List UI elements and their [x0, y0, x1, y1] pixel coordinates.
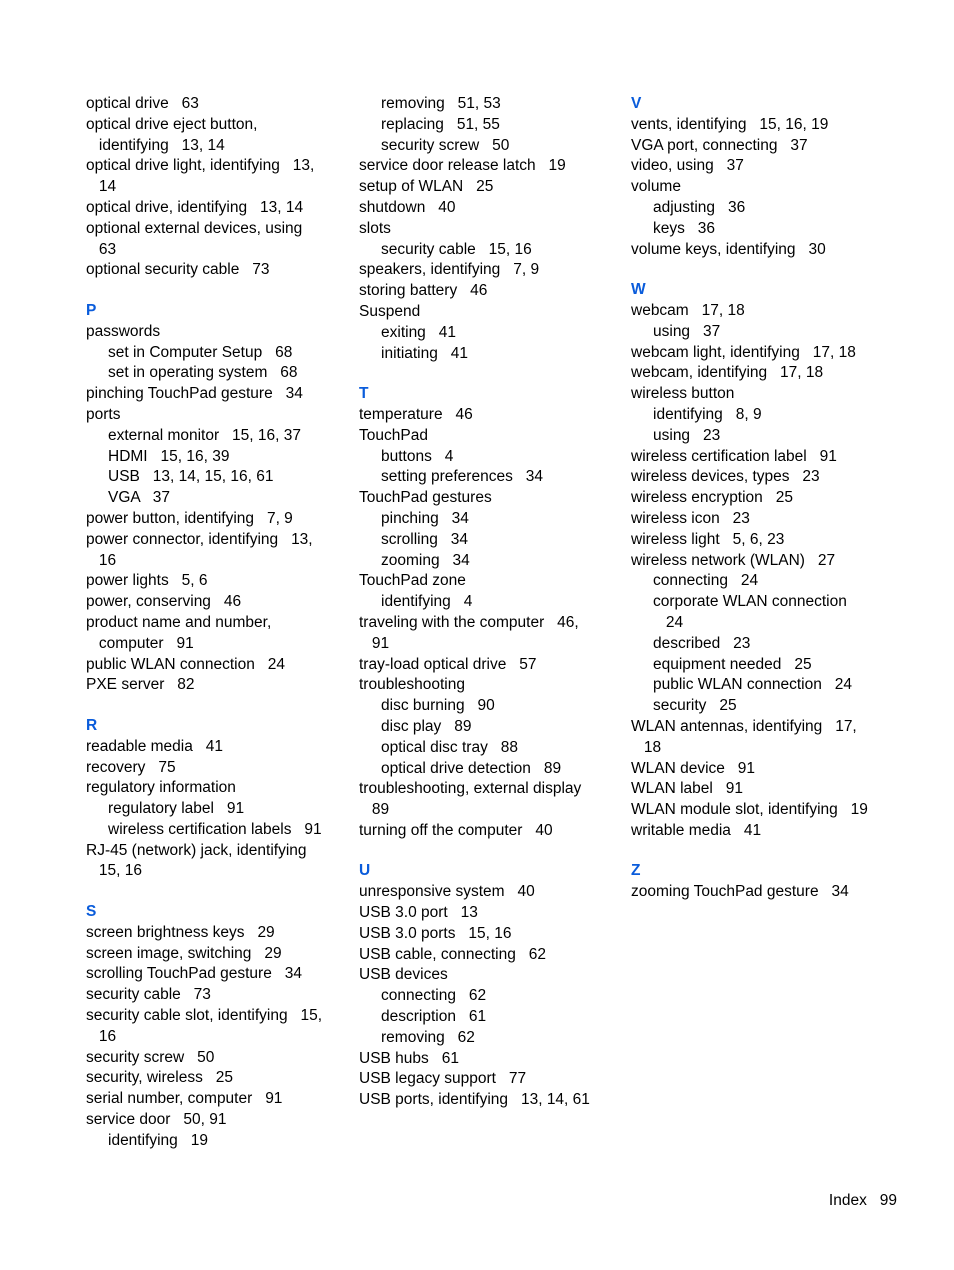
index-entry: public WLAN connection 24: [86, 655, 286, 673]
index-entry: service door release latch 19: [359, 157, 566, 175]
index-subentry: external monitor 15, 16, 37: [108, 426, 302, 444]
index-entry: volume: [631, 178, 681, 196]
index-subentry: keys 36: [653, 219, 716, 237]
index-column-1: [86, 94, 344, 1152]
index-subentry: zooming 34: [381, 551, 470, 569]
index-entry: wireless certification label 91: [631, 447, 837, 465]
index-subentry: setting preferences 34: [381, 468, 543, 486]
index-entry: 91: [359, 634, 390, 652]
index-group: [631, 94, 893, 260]
index-group: [359, 94, 621, 364]
index-letter-heading: W: [631, 281, 646, 299]
index-entry: service door 50, 91: [86, 1111, 227, 1129]
index-group: [359, 861, 621, 1111]
index-subentry: equipment needed 25: [653, 655, 812, 673]
index-subentry: disc play 89: [381, 717, 472, 735]
index-entry: security, wireless 25: [86, 1069, 234, 1087]
index-entry: 89: [359, 801, 390, 819]
index-entry: serial number, computer 91: [86, 1090, 283, 1108]
index-entry: wireless light 5, 6, 23: [631, 530, 785, 548]
index-entry: 16: [86, 1027, 117, 1045]
index-subentry: removing 51, 53: [381, 95, 501, 112]
index-entry: unresponsive system 40: [359, 883, 535, 901]
index-entry: slots: [359, 219, 391, 237]
index-entry: wireless network (WLAN) 27: [631, 551, 836, 569]
index-entry: ports: [86, 405, 121, 423]
index-entry: optional security cable 73: [86, 261, 270, 279]
index-entry: 16: [86, 551, 117, 569]
index-subentry: removing 62: [381, 1028, 475, 1046]
index-entry: WLAN label 91: [631, 780, 743, 798]
index-subentry: security screw 50: [381, 136, 510, 154]
index-letter-heading: U: [359, 862, 371, 880]
index-subentry: security 25: [653, 697, 737, 715]
index-entry: storing battery 46: [359, 282, 488, 300]
index-subentry: HDMI 15, 16, 39: [108, 447, 230, 465]
index-entry: webcam light, identifying 17, 18: [631, 343, 856, 361]
index-entry: zooming TouchPad gesture 34: [631, 883, 849, 901]
index-entry: volume keys, identifying 30: [631, 240, 826, 258]
index-group: [359, 384, 621, 842]
index-entry: wireless devices, types 23: [631, 468, 820, 486]
index-subentry: described 23: [653, 634, 751, 652]
index-entry: security screw 50: [86, 1048, 215, 1066]
index-entry: scrolling TouchPad gesture 34: [86, 965, 302, 983]
index-subentry: identifying 19: [108, 1131, 208, 1149]
index-entry: 15, 16: [86, 862, 143, 880]
index-entry: TouchPad gestures: [359, 489, 492, 507]
index-entry: optical drive, identifying 13, 14: [86, 198, 304, 216]
index-entry: recovery 75: [86, 758, 176, 776]
index-entry: optical drive eject button,: [86, 115, 258, 133]
index-entry: traveling with the computer 46,: [359, 613, 579, 631]
index-column-2: [359, 94, 621, 1111]
index-group: [86, 902, 344, 1152]
index-entry: product name and number,: [86, 613, 272, 631]
index-entry: VGA port, connecting 37: [631, 136, 808, 154]
index-entry: wireless button: [631, 385, 735, 403]
index-subentry: regulatory label 91: [108, 800, 245, 818]
index-entry: USB legacy support 77: [359, 1070, 527, 1088]
index-subentry: public WLAN connection 24: [653, 676, 853, 694]
index-entry: TouchPad zone: [359, 572, 466, 590]
index-subentry: exiting 41: [381, 323, 456, 341]
index-entry: vents, identifying 15, 16, 19: [631, 115, 829, 133]
index-entry: RJ-45 (network) jack, identifying: [86, 841, 307, 859]
index-entry: computer 91: [86, 634, 194, 652]
index-entry: USB 3.0 port 13: [359, 904, 478, 922]
index-entry: TouchPad: [359, 426, 428, 444]
index-entry: power, conserving 46: [86, 593, 242, 611]
index-subentry: disc burning 90: [381, 697, 495, 715]
index-letter-heading: S: [86, 903, 97, 921]
index-entry: webcam, identifying 17, 18: [631, 364, 824, 382]
index-entry: setup of WLAN 25: [359, 178, 494, 196]
index-entry: optional external devices, using: [86, 219, 303, 237]
index-entry: troubleshooting: [359, 676, 465, 694]
index-group: [631, 861, 893, 903]
index-entry: power connector, identifying 13,: [86, 530, 313, 548]
index-entry: power lights 5, 6: [86, 572, 208, 590]
index-group: [631, 280, 893, 842]
index-subentry: initiating 41: [381, 344, 469, 362]
index-entry: wireless encryption 25: [631, 489, 793, 507]
index-subentry: connecting 62: [381, 987, 487, 1005]
index-subentry: optical drive detection 89: [381, 759, 562, 777]
index-entry: PXE server 82: [86, 676, 195, 694]
index-subentry: buttons 4: [381, 447, 454, 465]
index-subentry: identifying 4: [381, 593, 473, 611]
index-entry: tray-load optical drive 57: [359, 655, 537, 673]
index-letter-heading: Z: [631, 862, 641, 880]
index-entry: shutdown 40: [359, 198, 456, 216]
index-letter-heading: V: [631, 95, 642, 112]
index-entry: temperature 46: [359, 405, 473, 423]
index-subentry: adjusting 36: [653, 198, 746, 216]
index-entry: security cable slot, identifying 15,: [86, 1007, 323, 1025]
index-entry: pinching TouchPad gesture 34: [86, 385, 303, 403]
index-entry: security cable 73: [86, 986, 211, 1004]
index-subentry: security cable 15, 16: [381, 240, 532, 258]
index-entry: screen image, switching 29: [86, 944, 282, 962]
index-entry: USB cable, connecting 62: [359, 945, 546, 963]
index-entry: USB 3.0 ports 15, 16: [359, 924, 512, 942]
index-subentry: set in operating system 68: [108, 364, 298, 382]
index-group: [86, 301, 344, 696]
index-entry: passwords: [86, 322, 161, 340]
index-letter-heading: R: [86, 716, 98, 734]
index-subentry: replacing 51, 55: [381, 115, 500, 133]
index-subentry: description 61: [381, 1008, 487, 1026]
index-entry: 63: [86, 240, 117, 258]
index-entry: USB hubs 61: [359, 1049, 459, 1067]
index-column-3: [631, 94, 893, 903]
index-entry: optical drive light, identifying 13,: [86, 157, 315, 175]
index-subentry: USB 13, 14, 15, 16, 61: [108, 468, 274, 486]
index-letter-heading: P: [86, 301, 97, 319]
index-entry: power button, identifying 7, 9: [86, 509, 293, 527]
index-subentry: wireless certification labels 91: [108, 820, 322, 838]
index-entry: 14: [86, 178, 117, 196]
index-group: [86, 94, 344, 281]
index-subentry: optical disc tray 88: [381, 738, 518, 756]
index-entry: writable media 41: [631, 821, 762, 839]
index-subentry: scrolling 34: [381, 530, 469, 548]
index-group: [86, 716, 344, 882]
index-subentry: identifying 8, 9: [653, 405, 762, 423]
page-footer: Index 99: [828, 1192, 897, 1209]
index-entry: turning off the computer 40: [359, 821, 553, 839]
index-entry: regulatory information: [86, 779, 236, 797]
index-subentry: using 23: [653, 426, 721, 444]
index-subentry: 24: [653, 613, 684, 631]
index-subentry: corporate WLAN connection: [653, 593, 847, 611]
index-letter-heading: T: [359, 385, 369, 403]
index-entry: optical drive 63: [86, 95, 199, 112]
index-entry: Suspend: [359, 302, 421, 320]
index-entry: video, using 37: [631, 157, 744, 175]
index-subentry: pinching 34: [381, 509, 469, 527]
index-entry: WLAN module slot, identifying 19: [631, 801, 868, 819]
index-entry: USB ports, identifying 13, 14, 61: [359, 1091, 590, 1109]
index-entry: 18: [631, 738, 662, 756]
index-subentry: set in Computer Setup 68: [108, 343, 293, 361]
index-subentry: connecting 24: [653, 572, 759, 590]
index-entry: troubleshooting, external display: [359, 780, 582, 798]
index-entry: WLAN device 91: [631, 759, 756, 777]
index-entry: identifying 13, 14: [86, 136, 225, 154]
index-entry: wireless icon 23: [631, 509, 750, 527]
index-entry: webcam 17, 18: [631, 301, 745, 319]
index-entry: speakers, identifying 7, 9: [359, 261, 540, 279]
index-subentry: VGA 37: [108, 489, 171, 507]
index-entry: WLAN antennas, identifying 17,: [631, 717, 857, 735]
index-entry: readable media 41: [86, 737, 224, 755]
index-entry: screen brightness keys 29: [86, 923, 275, 941]
index-entry: USB devices: [359, 966, 448, 984]
index-subentry: using 37: [653, 322, 721, 340]
